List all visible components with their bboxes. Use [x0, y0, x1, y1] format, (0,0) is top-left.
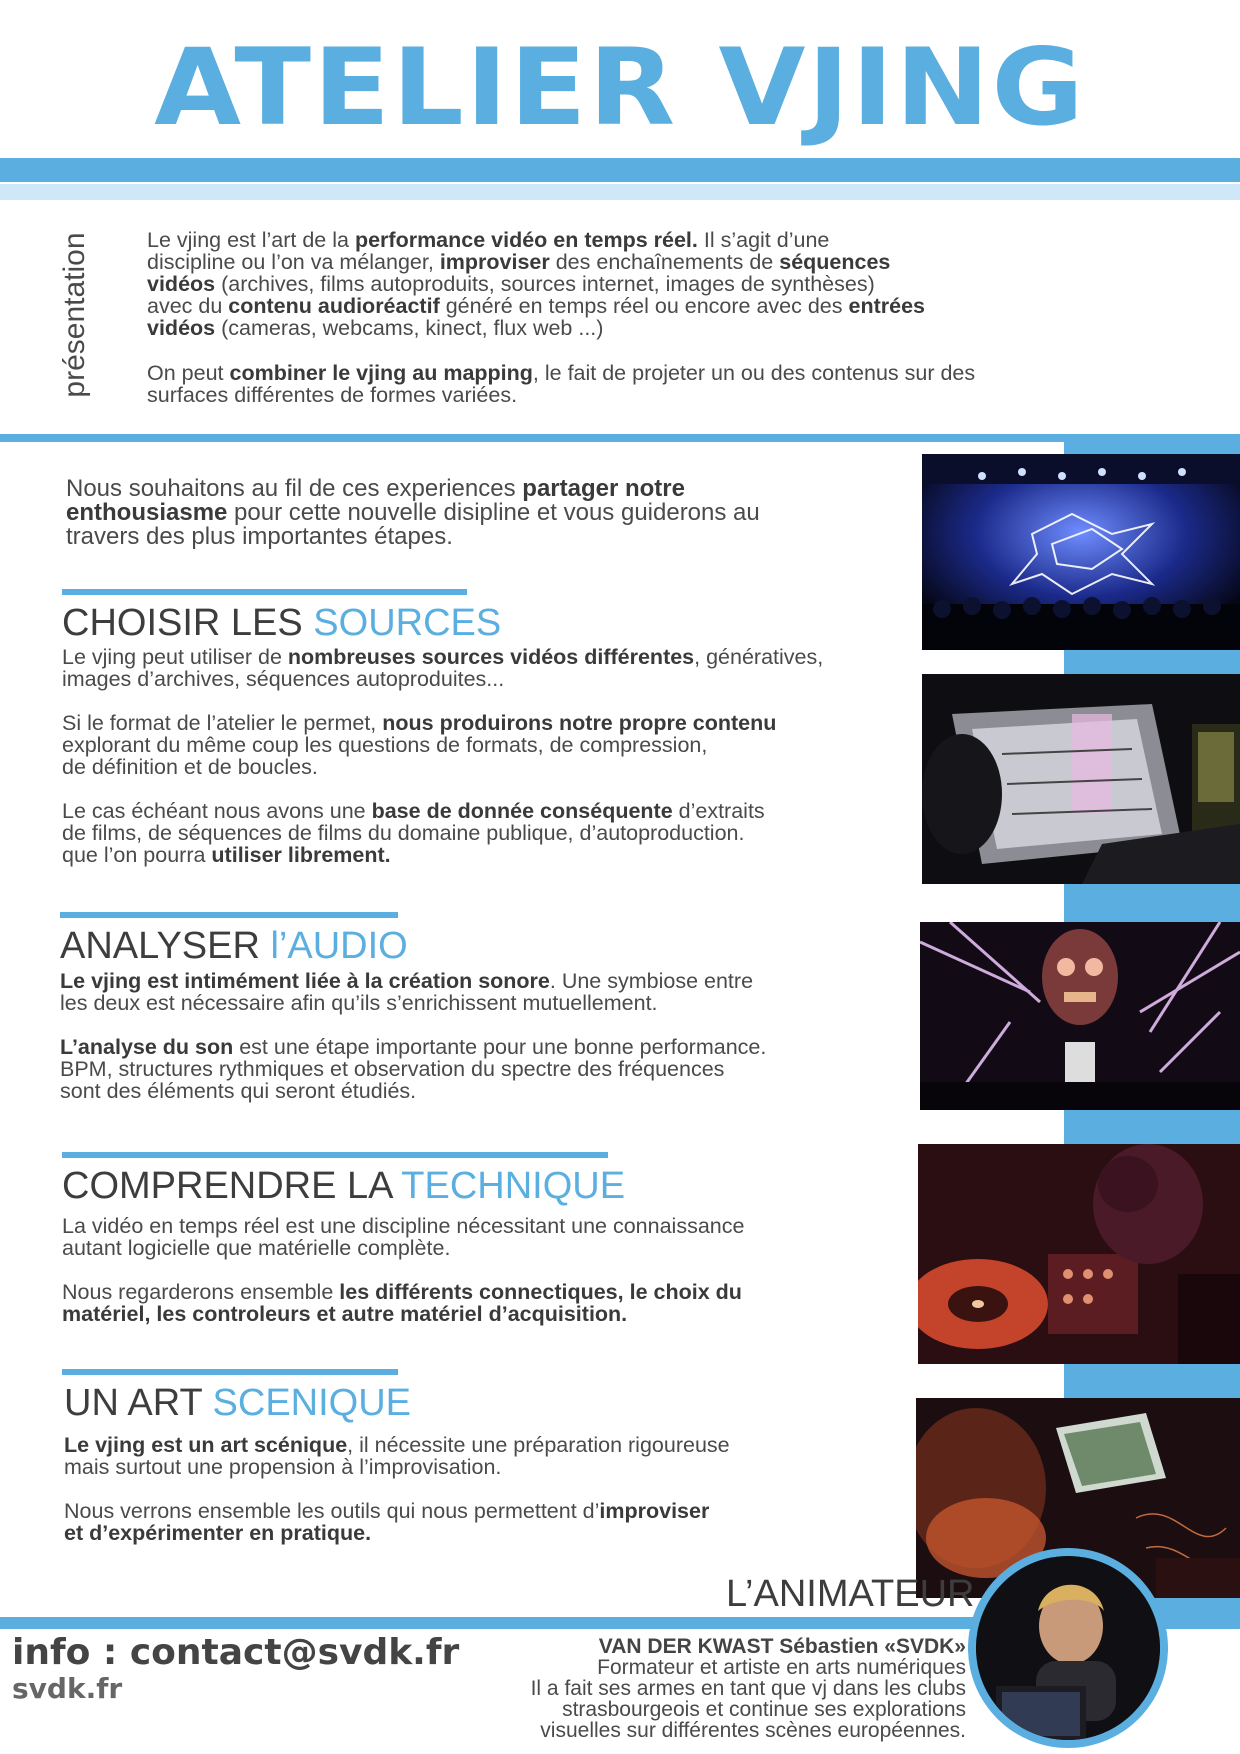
- section-bar-scenique: [62, 1369, 398, 1375]
- photo-light-show: [920, 922, 1240, 1110]
- animateur-title: L’ANIMATEUR: [726, 1573, 975, 1615]
- section-title-technique: COMPRENDRE LA TECHNIQUE: [62, 1165, 626, 1207]
- presentation-label: présentation: [58, 232, 91, 398]
- audio-paragraph-1: Le vjing est intimément liée à la création sonore. Une symbiose entre les deux est nécessaire afin qu’ils s’enrichissent mutuellement.: [60, 969, 754, 1015]
- photo-turntables: [918, 1144, 1240, 1364]
- page-title: ATELIER VJING: [154, 26, 1086, 149]
- photo-projection-screen: [922, 674, 1240, 884]
- audio-paragraph-2: L’analyse du son est une étape importante pour une bonne performance. BPM, structures rythmiques et observation du spectre des fréquences sont des éléments qui seront étudiés.: [60, 1035, 767, 1103]
- sources-paragraph-2: Si le format de l’atelier le permet, nous produirons notre propre contenu explorant du même coup les questions de formats, de compression, de définition et de boucles.: [62, 711, 777, 779]
- presentation-paragraph-1: Le vjing est l’art de la performance vidéo en temps réel. Il s’agit d’une discipline ou l’on va mélanger, improviser des enchaînements de séquences vidéos (archives, films autoproduits, sources internet, images de synthèses) avec du contenu audioréactif généré en temps réel ou encore avec des entrées vidéos (cameras, webcams, kinect, flux web ...): [147, 228, 925, 340]
- top-band: [0, 158, 1240, 182]
- contact-email[interactable]: info : contact@svdk.fr: [12, 1632, 460, 1673]
- presentation-paragraph-2: On peut combiner le vjing au mapping, le fait de projeter un ou des contenus sur des surfaces différentes de formes variées.: [147, 361, 976, 407]
- sources-paragraph-1: Le vjing peut utiliser de nombreuses sources vidéos différentes, génératives, images d’archives, séquences autoproduites...: [62, 645, 824, 691]
- photo-concert-stage: [922, 454, 1240, 650]
- section-title-scenique: UN ART SCENIQUE: [64, 1382, 412, 1424]
- bio-line: visuelles sur différentes scènes européennes.: [540, 1719, 966, 1742]
- section-title-sources: CHOISIR LES SOURCES: [62, 602, 502, 644]
- technique-paragraph-2: Nous regarderons ensemble les différents connectiques, le choix du matériel, les controleurs et autre matériel d’acquisition.: [62, 1280, 742, 1326]
- section-bar-audio: [60, 912, 398, 918]
- intro-paragraph: Nous souhaitons au fil de ces experiences partager notre enthousiasme pour cette nouvelle disipline et vous guiderons au travers des plus importantes étapes.: [66, 475, 760, 550]
- scenique-paragraph-1: Le vjing est un art scénique, il nécessite une préparation rigoureuse mais surtout une propension à l’improvisation.: [64, 1433, 730, 1479]
- animateur-avatar: [976, 1556, 1160, 1740]
- section-divider: [0, 434, 1240, 442]
- website-link[interactable]: svdk.fr: [12, 1672, 123, 1705]
- bio-line: strasbourgeois et continue ses explorations: [562, 1698, 966, 1721]
- top-band-light: [0, 184, 1240, 200]
- bio-line: Il a fait ses armes en tant que vj dans les clubs: [530, 1677, 966, 1700]
- scenique-paragraph-2: Nous verrons ensemble les outils qui nous permettent d’improviser et d’expérimenter en pratique.: [64, 1499, 710, 1545]
- technique-paragraph-1: La vidéo en temps réel est une discipline nécessitant une connaissance autant logicielle que matérielle complète.: [62, 1214, 745, 1260]
- section-bar-sources: [62, 589, 467, 595]
- bio-line: Formateur et artiste en arts numériques: [597, 1656, 966, 1679]
- sources-paragraph-3: Le cas échéant nous avons une base de donnée conséquente d’extraits de films, de séquences de films du domaine publique, d’autoproduction. que l’on pourra utiliser librement.: [62, 799, 765, 867]
- section-title-audio: ANALYSER l’AUDIO: [60, 925, 408, 967]
- animateur-name: VAN DER KWAST Sébastien «SVDK»: [598, 1635, 966, 1658]
- animateur-bio: [440, 1636, 966, 1741]
- section-bar-technique: [62, 1152, 608, 1158]
